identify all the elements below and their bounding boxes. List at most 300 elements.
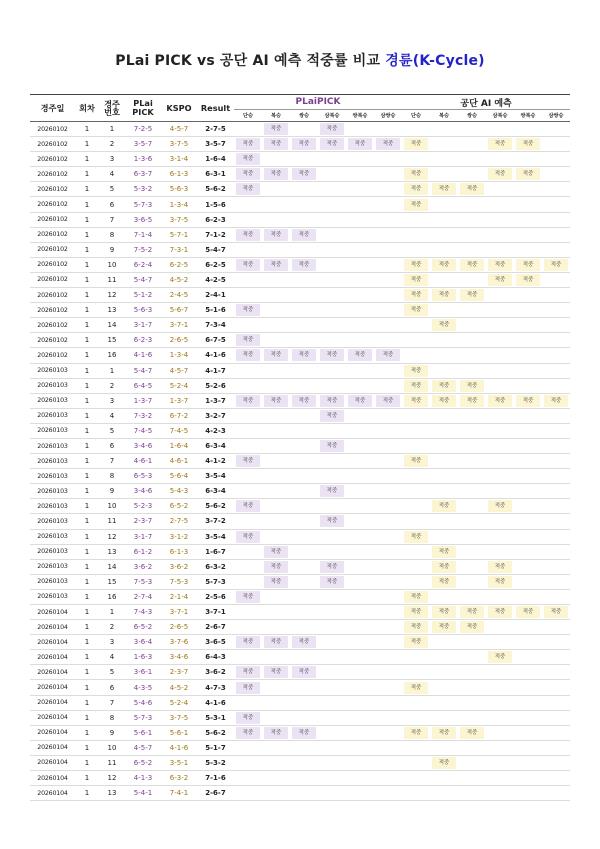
race-date-cell: 20260103: [37, 487, 68, 495]
round-cell: 1: [84, 457, 90, 466]
empty-cell: [430, 408, 458, 423]
ai-hit-cell: [402, 605, 430, 620]
kspo-cell: 3-7-1: [169, 321, 189, 330]
empty-cell: [374, 333, 402, 348]
round-cell: 1: [84, 623, 90, 632]
empty-cell: [290, 152, 318, 167]
empty-cell: [542, 469, 570, 484]
race-number-cell: 4: [109, 170, 115, 179]
empty-cell: [458, 755, 486, 770]
result-cell: 6-3-1: [205, 170, 226, 179]
kspo-cell: 5-2-4: [169, 698, 189, 707]
race-number-cell: 9: [109, 245, 115, 254]
result-cell: 2-6-7: [205, 789, 226, 798]
hit-badge: 적중: [320, 440, 344, 452]
empty-cell: [346, 740, 374, 755]
empty-cell: [318, 469, 346, 484]
hit-rate-table: [30, 94, 570, 801]
empty-cell: [430, 514, 458, 529]
ai-subheader-3: 삼복승: [486, 110, 514, 122]
table-row: [30, 212, 570, 227]
hit-badge: 적중: [292, 395, 316, 407]
plai-pick-cell: 5-4-6: [133, 698, 153, 707]
empty-cell: [262, 469, 290, 484]
empty-cell: [430, 242, 458, 257]
result-cell: 4-1-2: [205, 457, 226, 466]
empty-cell: [514, 182, 542, 197]
table-row: [30, 137, 570, 152]
table-row: [30, 635, 570, 650]
round-cell: 1: [84, 743, 90, 752]
empty-cell: [430, 680, 458, 695]
ai-hit-cell: [486, 272, 514, 287]
empty-cell: [514, 318, 542, 333]
empty-cell: [514, 469, 542, 484]
empty-cell: [262, 378, 290, 393]
empty-cell: [542, 710, 570, 725]
hit-badge: 적중: [292, 259, 316, 271]
table-row: [30, 589, 570, 604]
hit-badge: 적중: [432, 380, 456, 392]
hit-badge: 적중: [488, 138, 512, 150]
empty-cell: [402, 348, 430, 363]
empty-cell: [262, 710, 290, 725]
empty-cell: [542, 167, 570, 182]
plaipick-hit-cell: [262, 574, 290, 589]
hit-badge: 적중: [488, 576, 512, 588]
empty-cell: [458, 680, 486, 695]
ai-hit-cell: [430, 378, 458, 393]
empty-cell: [486, 122, 514, 137]
result-cell: 3-5-4: [205, 532, 226, 541]
empty-cell: [346, 620, 374, 635]
empty-cell: [430, 529, 458, 544]
race-date-cell: 20260103: [37, 472, 68, 480]
ai-subheader-5: 삼쌍승: [542, 110, 570, 122]
plaipick-hit-cell: [234, 499, 262, 514]
table-row: [30, 454, 570, 469]
empty-cell: [542, 423, 570, 438]
plaipick-hit-cell: [346, 348, 374, 363]
empty-cell: [346, 454, 374, 469]
ai-hit-cell: [458, 620, 486, 635]
empty-cell: [486, 378, 514, 393]
header-date: 경주일: [40, 102, 65, 113]
empty-cell: [458, 559, 486, 574]
result-cell: 4-7-3: [205, 683, 226, 692]
hit-badge: 적중: [236, 334, 260, 346]
plai-pick-cell: 6-5-3: [133, 472, 153, 481]
empty-cell: [486, 740, 514, 755]
empty-cell: [374, 725, 402, 740]
hit-badge: 적중: [236, 682, 260, 694]
hit-badge: 적중: [320, 485, 344, 497]
empty-cell: [514, 408, 542, 423]
empty-cell: [430, 484, 458, 499]
hit-badge: 적중: [432, 259, 456, 271]
plaipick-hit-cell: [318, 438, 346, 453]
kspo-cell: 6-5-2: [169, 502, 189, 511]
empty-cell: [514, 574, 542, 589]
round-cell: 1: [84, 638, 90, 647]
race-date-cell: 20260102: [37, 201, 68, 209]
race-date-cell: 20260102: [37, 321, 68, 329]
race-date-cell: 20260104: [37, 714, 68, 722]
race-date-cell: 20260102: [37, 170, 68, 178]
empty-cell: [458, 695, 486, 710]
plai-pick-cell: 4-3-5: [133, 683, 153, 692]
empty-cell: [542, 182, 570, 197]
kspo-cell: 3-7-5: [169, 215, 189, 224]
race-date-cell: 20260102: [37, 336, 68, 344]
empty-cell: [486, 725, 514, 740]
empty-cell: [458, 212, 486, 227]
empty-cell: [514, 499, 542, 514]
round-cell: 1: [84, 275, 90, 284]
empty-cell: [430, 333, 458, 348]
empty-cell: [318, 786, 346, 801]
empty-cell: [486, 438, 514, 453]
empty-cell: [290, 574, 318, 589]
race-number-cell: 14: [107, 321, 117, 330]
ai-hit-cell: [402, 363, 430, 378]
empty-cell: [486, 333, 514, 348]
round-cell: 1: [84, 230, 90, 239]
plaipick-hit-cell: [262, 393, 290, 408]
result-cell: 5-6-2: [205, 185, 226, 194]
round-cell: 1: [84, 774, 90, 783]
empty-cell: [346, 499, 374, 514]
hit-badge: 적중: [488, 395, 512, 407]
plaipick-subheader-0: 단승: [234, 110, 262, 122]
round-cell: 1: [84, 155, 90, 164]
empty-cell: [318, 620, 346, 635]
empty-cell: [318, 725, 346, 740]
plaipick-hit-cell: [318, 408, 346, 423]
table-row: [30, 288, 570, 303]
empty-cell: [514, 423, 542, 438]
hit-badge: 적중: [292, 168, 316, 180]
kspo-cell: 5-2-4: [169, 381, 189, 390]
empty-cell: [402, 122, 430, 137]
hit-badge: 적중: [264, 123, 288, 135]
table-row: [30, 665, 570, 680]
empty-cell: [290, 318, 318, 333]
plai-pick-cell: 3-1-7: [133, 532, 153, 541]
plaipick-hit-cell: [234, 665, 262, 680]
empty-cell: [542, 484, 570, 499]
race-number-cell: 1: [109, 608, 115, 617]
kspo-cell: 4-5-7: [169, 125, 189, 134]
table-row: [30, 167, 570, 182]
empty-cell: [430, 438, 458, 453]
round-cell: 1: [84, 562, 90, 571]
empty-cell: [290, 378, 318, 393]
hit-badge: 적중: [460, 395, 484, 407]
round-cell: 1: [84, 426, 90, 435]
empty-cell: [374, 484, 402, 499]
empty-cell: [514, 589, 542, 604]
empty-cell: [458, 303, 486, 318]
header-round: 회차: [79, 102, 95, 113]
empty-cell: [374, 559, 402, 574]
empty-cell: [402, 212, 430, 227]
hit-badge: 적중: [432, 546, 456, 558]
table-row: [30, 197, 570, 212]
empty-cell: [318, 529, 346, 544]
empty-cell: [318, 288, 346, 303]
hit-badge: 적중: [264, 259, 288, 271]
empty-cell: [514, 514, 542, 529]
race-date-cell: 20260102: [37, 216, 68, 224]
empty-cell: [514, 288, 542, 303]
empty-cell: [374, 499, 402, 514]
result-cell: 1-3-7: [205, 396, 226, 405]
empty-cell: [374, 303, 402, 318]
hit-badge: 적중: [460, 621, 484, 633]
ai-hit-cell: [430, 620, 458, 635]
result-cell: 6-3-2: [205, 562, 226, 571]
kspo-cell: 5-6-3: [169, 185, 189, 194]
ai-hit-cell: [486, 137, 514, 152]
hit-badge: 적중: [236, 153, 260, 165]
plai-pick-cell: 7-4-5: [133, 426, 153, 435]
result-cell: 6-3-4: [205, 487, 226, 496]
hit-badge: 적중: [404, 727, 428, 739]
empty-cell: [318, 423, 346, 438]
plaipick-hit-cell: [318, 348, 346, 363]
hit-badge: 적중: [320, 576, 344, 588]
empty-cell: [234, 771, 262, 786]
hit-badge: 적중: [432, 621, 456, 633]
plaipick-hit-cell: [234, 137, 262, 152]
empty-cell: [430, 152, 458, 167]
empty-cell: [318, 771, 346, 786]
ai-hit-cell: [402, 272, 430, 287]
empty-cell: [346, 665, 374, 680]
result-cell: 5-3-1: [205, 713, 226, 722]
hit-badge: 적중: [516, 606, 540, 618]
race-date-cell: 20260102: [37, 351, 68, 359]
race-number-cell: 16: [107, 351, 117, 360]
table-row: [30, 544, 570, 559]
hit-badge: 적중: [320, 123, 344, 135]
empty-cell: [234, 755, 262, 770]
plaipick-hit-cell: [346, 393, 374, 408]
empty-cell: [262, 620, 290, 635]
empty-cell: [402, 333, 430, 348]
race-number-cell: 8: [109, 230, 115, 239]
race-number-cell: 8: [109, 472, 115, 481]
empty-cell: [486, 665, 514, 680]
empty-cell: [514, 152, 542, 167]
plaipick-hit-cell: [374, 393, 402, 408]
round-cell: 1: [84, 608, 90, 617]
plaipick-hit-cell: [262, 559, 290, 574]
race-date-cell: 20260104: [37, 729, 68, 737]
empty-cell: [514, 242, 542, 257]
round-cell: 1: [84, 517, 90, 526]
race-date-cell: 20260104: [37, 653, 68, 661]
round-cell: 1: [84, 125, 90, 134]
hit-badge: 적중: [376, 395, 400, 407]
empty-cell: [542, 333, 570, 348]
plai-pick-cell: 6-5-2: [133, 758, 153, 767]
race-number-cell: 11: [107, 517, 117, 526]
empty-cell: [514, 755, 542, 770]
empty-cell: [346, 212, 374, 227]
empty-cell: [346, 635, 374, 650]
plaipick-hit-cell: [318, 122, 346, 137]
header-group-ai: 공단 AI 예측: [402, 95, 570, 110]
result-cell: 3-2-7: [205, 411, 226, 420]
race-number-cell: 12: [107, 291, 117, 300]
empty-cell: [514, 680, 542, 695]
empty-cell: [346, 122, 374, 137]
empty-cell: [318, 197, 346, 212]
kspo-cell: 7-3-1: [169, 245, 189, 254]
empty-cell: [290, 288, 318, 303]
race-number-cell: 12: [107, 532, 117, 541]
empty-cell: [486, 227, 514, 242]
empty-cell: [542, 695, 570, 710]
empty-cell: [318, 272, 346, 287]
race-date-cell: 20260102: [37, 261, 68, 269]
empty-cell: [458, 786, 486, 801]
empty-cell: [402, 469, 430, 484]
empty-cell: [318, 303, 346, 318]
empty-cell: [458, 544, 486, 559]
empty-cell: [234, 423, 262, 438]
ai-hit-cell: [430, 499, 458, 514]
hit-badge: 적중: [460, 259, 484, 271]
empty-cell: [458, 514, 486, 529]
empty-cell: [374, 288, 402, 303]
table-row: [30, 786, 570, 801]
empty-cell: [430, 137, 458, 152]
empty-cell: [430, 740, 458, 755]
ai-hit-cell: [402, 303, 430, 318]
hit-badge: 적중: [236, 259, 260, 271]
race-number-cell: 4: [109, 653, 115, 662]
table-row: [30, 499, 570, 514]
kspo-cell: 3-7-1: [169, 608, 189, 617]
ai-hit-cell: [458, 725, 486, 740]
empty-cell: [430, 695, 458, 710]
hit-badge: 적중: [264, 395, 288, 407]
empty-cell: [486, 544, 514, 559]
hit-badge: 적중: [292, 349, 316, 361]
kspo-cell: 4-5-2: [169, 683, 189, 692]
empty-cell: [346, 167, 374, 182]
result-cell: 2-6-7: [205, 623, 226, 632]
round-cell: 1: [84, 547, 90, 556]
hit-badge: 적중: [292, 727, 316, 739]
empty-cell: [514, 197, 542, 212]
plai-pick-cell: 3-4-6: [133, 442, 153, 451]
empty-cell: [458, 650, 486, 665]
plai-pick-cell: 4-6-1: [133, 457, 153, 466]
race-number-cell: 15: [107, 336, 117, 345]
empty-cell: [346, 182, 374, 197]
ai-hit-cell: [514, 393, 542, 408]
hit-badge: 적중: [516, 138, 540, 150]
result-cell: 2-5-6: [205, 592, 226, 601]
plaipick-hit-cell: [234, 182, 262, 197]
ai-hit-cell: [486, 605, 514, 620]
hit-badge: 적중: [404, 199, 428, 211]
empty-cell: [514, 620, 542, 635]
empty-cell: [290, 303, 318, 318]
plai-pick-cell: 1-6-3: [133, 653, 153, 662]
kspo-cell: 5-4-3: [169, 487, 189, 496]
hit-badge: 적중: [432, 183, 456, 195]
kspo-cell: 1-6-4: [169, 442, 189, 451]
empty-cell: [514, 212, 542, 227]
empty-cell: [290, 438, 318, 453]
hit-badge: 적중: [236, 229, 260, 241]
ai-hit-cell: [402, 182, 430, 197]
plaipick-hit-cell: [374, 348, 402, 363]
plai-pick-cell: 7-5-2: [133, 245, 153, 254]
race-date-cell: 20260103: [37, 548, 68, 556]
result-cell: 4-1-6: [205, 351, 226, 360]
empty-cell: [290, 363, 318, 378]
empty-cell: [514, 227, 542, 242]
ai-subheader-2: 쌍승: [458, 110, 486, 122]
plaipick-hit-cell: [262, 122, 290, 137]
empty-cell: [542, 348, 570, 363]
table-row: [30, 680, 570, 695]
hit-badge: 적중: [432, 757, 456, 769]
empty-cell: [402, 574, 430, 589]
empty-cell: [234, 484, 262, 499]
table-row: [30, 710, 570, 725]
kspo-cell: 3-5-1: [169, 758, 189, 767]
result-cell: 3-6-5: [205, 638, 226, 647]
plai-pick-cell: 4-5-7: [133, 743, 153, 752]
plaipick-hit-cell: [234, 333, 262, 348]
ai-hit-cell: [402, 378, 430, 393]
race-date-cell: 20260102: [37, 291, 68, 299]
empty-cell: [290, 695, 318, 710]
result-cell: 6-2-3: [205, 215, 226, 224]
hit-badge: 적중: [488, 259, 512, 271]
ai-hit-cell: [542, 605, 570, 620]
table-row: [30, 423, 570, 438]
ai-hit-cell: [486, 650, 514, 665]
empty-cell: [486, 514, 514, 529]
race-date-cell: 20260103: [37, 578, 68, 586]
race-number-cell: 2: [109, 140, 115, 149]
hit-badge: 적중: [320, 561, 344, 573]
kspo-cell: 3-1-4: [169, 155, 189, 164]
empty-cell: [430, 197, 458, 212]
ai-hit-cell: [514, 272, 542, 287]
empty-cell: [402, 318, 430, 333]
plaipick-hit-cell: [290, 393, 318, 408]
round-cell: 1: [84, 306, 90, 315]
race-number-cell: 6: [109, 442, 115, 451]
empty-cell: [374, 272, 402, 287]
ai-hit-cell: [402, 620, 430, 635]
empty-cell: [318, 499, 346, 514]
hit-badge: 적중: [404, 621, 428, 633]
empty-cell: [262, 242, 290, 257]
plaipick-hit-cell: [262, 227, 290, 242]
plai-pick-cell: 6-1-2: [133, 547, 153, 556]
hit-badge: 적중: [544, 606, 568, 618]
